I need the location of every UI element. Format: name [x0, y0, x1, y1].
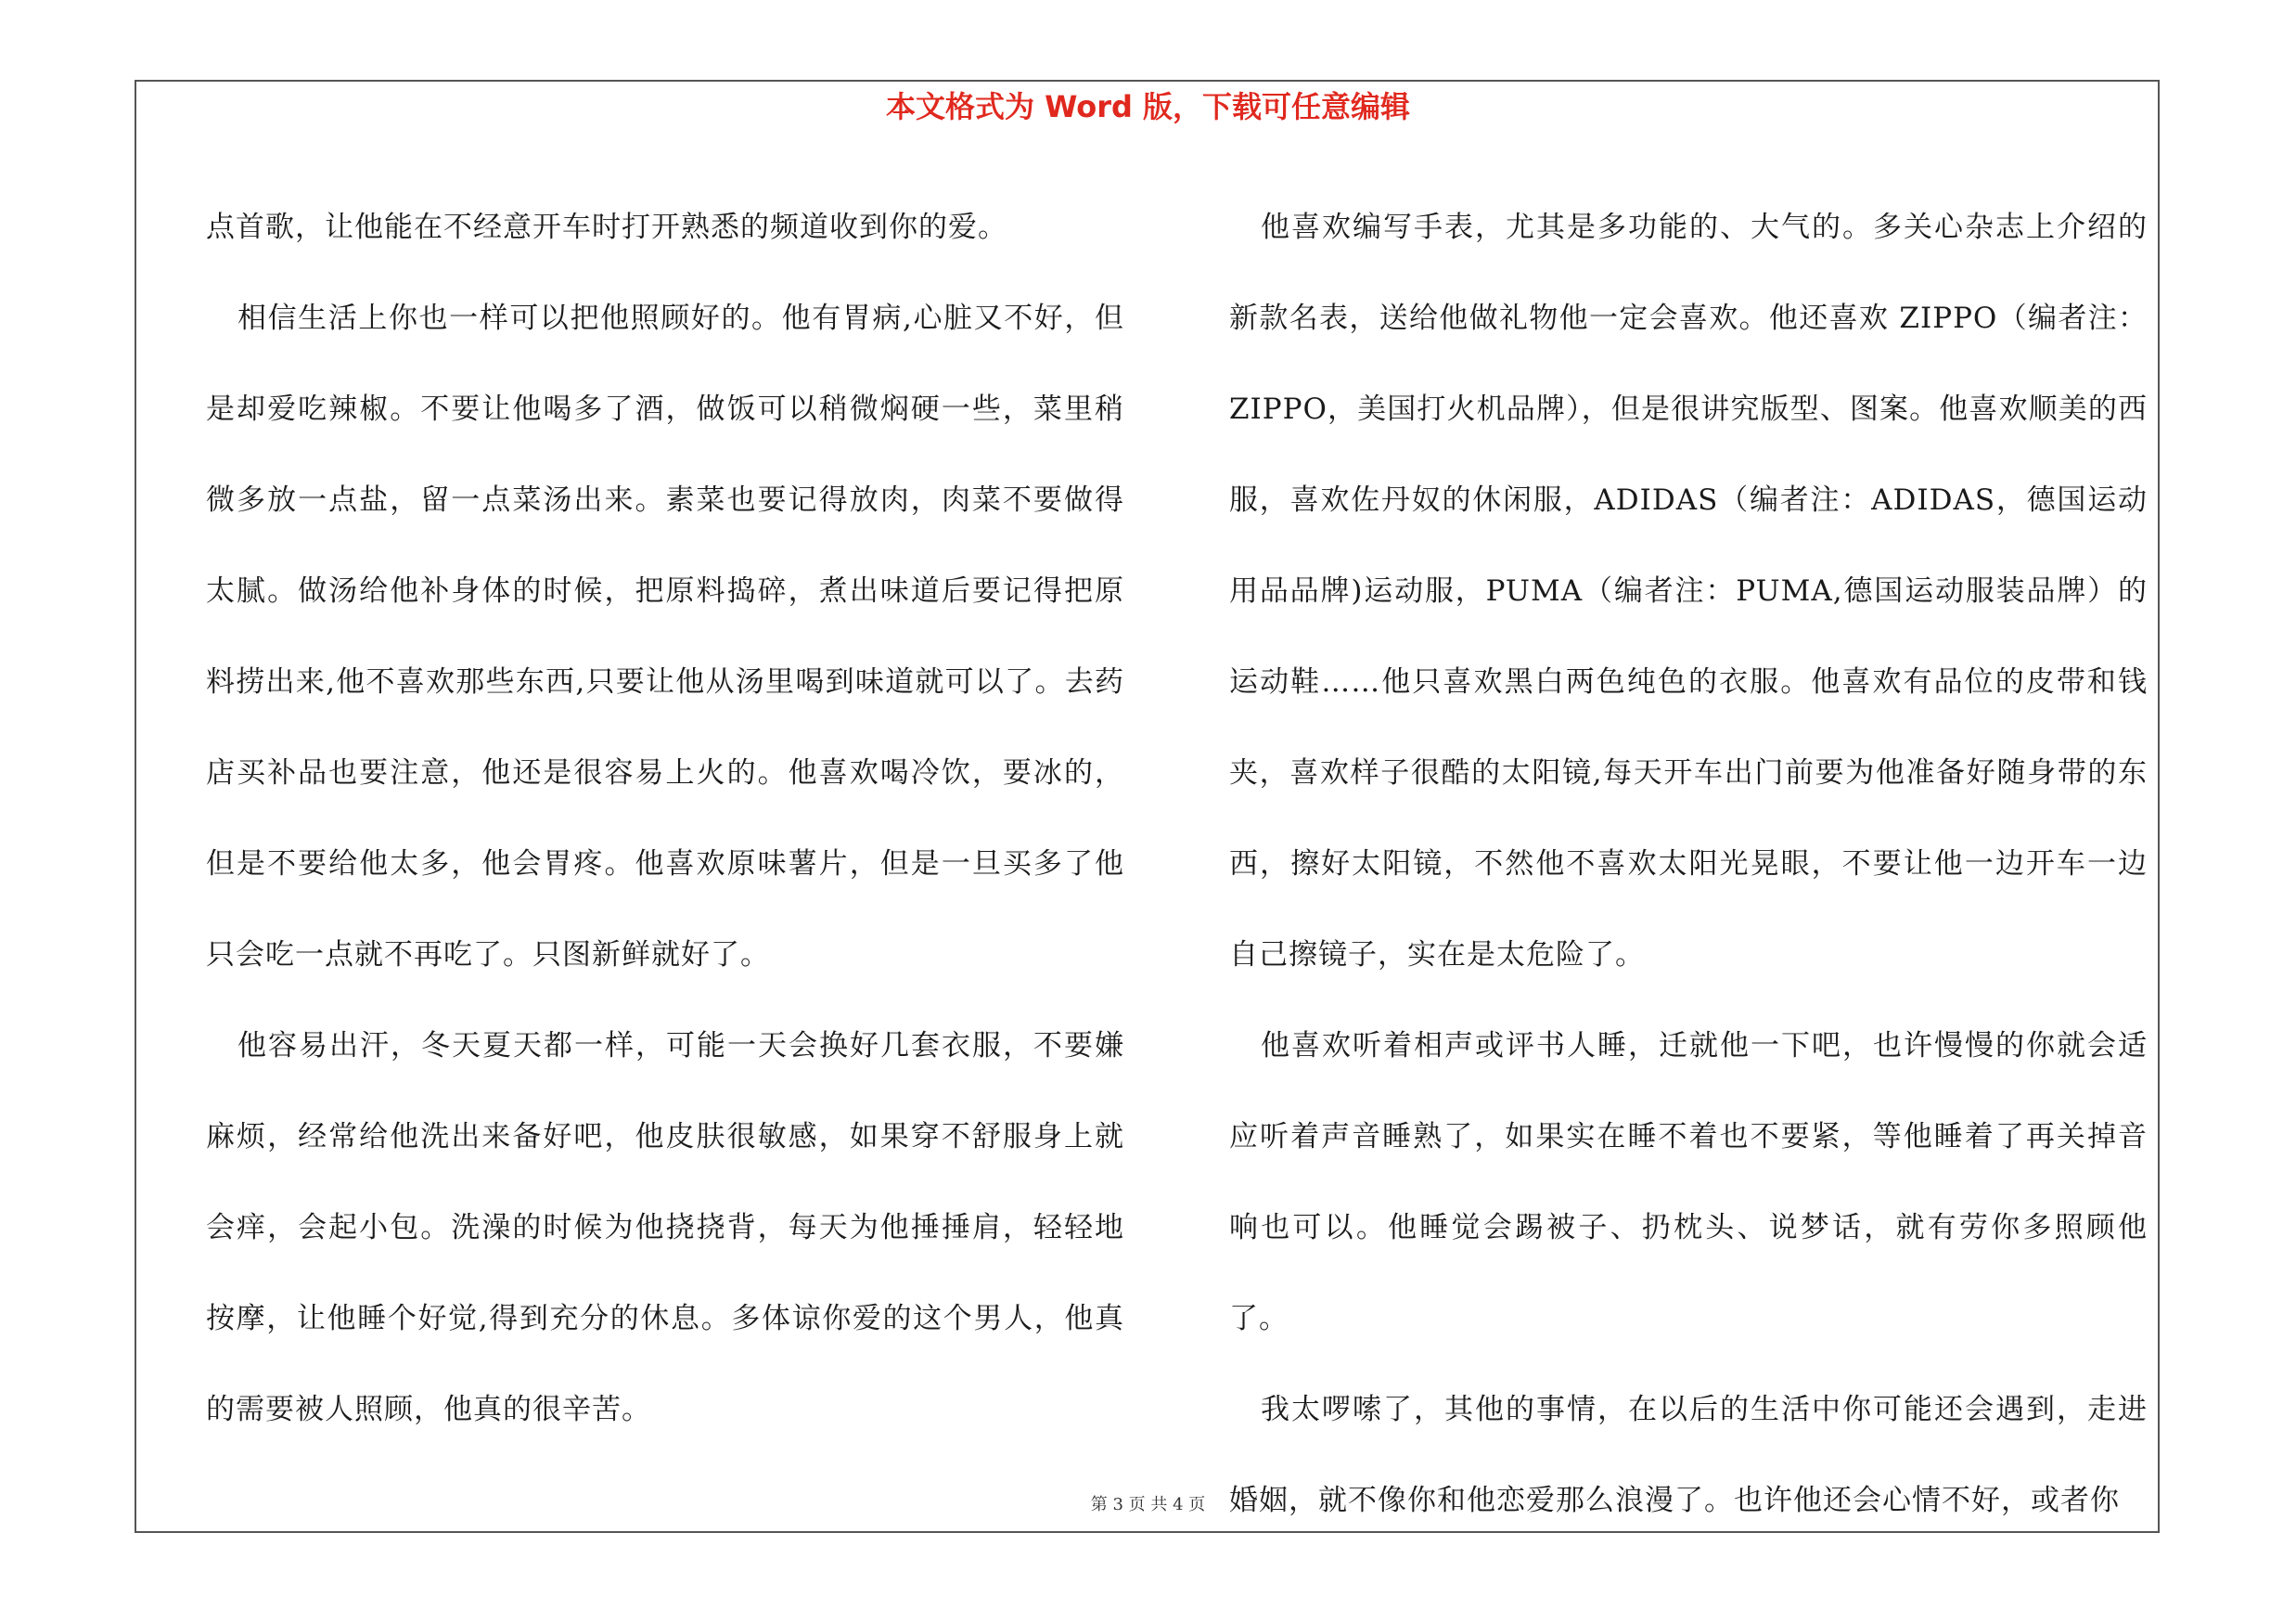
right-text-column: [1229, 182, 2148, 1546]
paragraph: 点首歌，让他能在不经意开车时打开熟悉的频道收到你的爱。: [206, 211, 1007, 244]
document-header-title: 本文格式为 Word 版，下载可任意编辑: [885, 89, 1411, 124]
paragraph: 相信生活上你也一样可以把他照顾好的。他有胃病,心脏又不好，但是却爱吃辣椒。不要让他喝多了酒，做饭可以稍微焖硬一些，菜里稍微多放一点盐，留一点菜汤出来。素菜也要记得放肉，肉菜不要做得太腻。做汤给他补身体的时候，把原料捣碎，煮出味道后要记得把原料捞出来,他不喜欢那些东西,只要让他从汤里喝到味道就可以了。去药店买补品也要注意，他还是很容易上火的。他喜欢喝冷饮，要冰的，但是不要给他太多，他会胃疼。他喜欢原味薯片，但是一旦买多了他只会吃一点就不再吃了。只图新鲜就好了。: [206, 302, 1124, 972]
paragraph: 我太啰嗦了，其他的事情，在以后的生活中你可能还会遇到，走进婚姻，就不像你和他恋爱那么浪漫了。也许他还会心情不好，或者你: [1229, 1393, 2148, 1517]
page-number-footer: 第 3 页 共 4 页: [1090, 1495, 1206, 1514]
paragraph: 他喜欢编写手表，尤其是多功能的、大气的。多关心杂志上介绍的新款名表，送给他做礼物他一定会喜欢。他还喜欢 ZIPPO（编者注：ZIPPO，美国打火机品牌），但是很讲究版型、图案。他喜欢顺美的西服，喜欢佐丹奴的休闲服，ADIDAS（编者注：ADIDAS，德国运动用品品牌)运动服，PUMA（编者注：PUMA,德国运动服装品牌）的运动鞋……他只喜欢黑白两色纯色的衣服。他喜欢有品位的皮带和钱夹，喜欢样子很酷的太阳镜,每天开车出门前要为他准备好随身带的东西，擦好太阳镜，不然他不喜欢太阳光晃眼，不要让他一边开车一边自己擦镜子，实在是太危险了。: [1229, 211, 2148, 972]
left-text-column: [206, 182, 1124, 1455]
paragraph: 他喜欢听着相声或评书人睡，迁就他一下吧，也许慢慢的你就会适应听着声音睡熟了，如果实在睡不着也不要紧，等他睡着了再关掉音响也可以。他睡觉会踢被子、扔枕头、说梦话，就有劳你多照顾他了。: [1229, 1029, 2148, 1335]
paragraph: 他容易出汗，冬天夏天都一样，可能一天会换好几套衣服，不要嫌麻烦，经常给他洗出来备好吧，他皮肤很敏感，如果穿不舒服身上就会痒，会起小包。洗澡的时候为他挠挠背，每天为他捶捶肩，轻轻地按摩，让他睡个好觉,得到充分的休息。多体谅你爱的这个男人，他真的需要被人照顾，他真的很辛苦。: [206, 1029, 1124, 1426]
